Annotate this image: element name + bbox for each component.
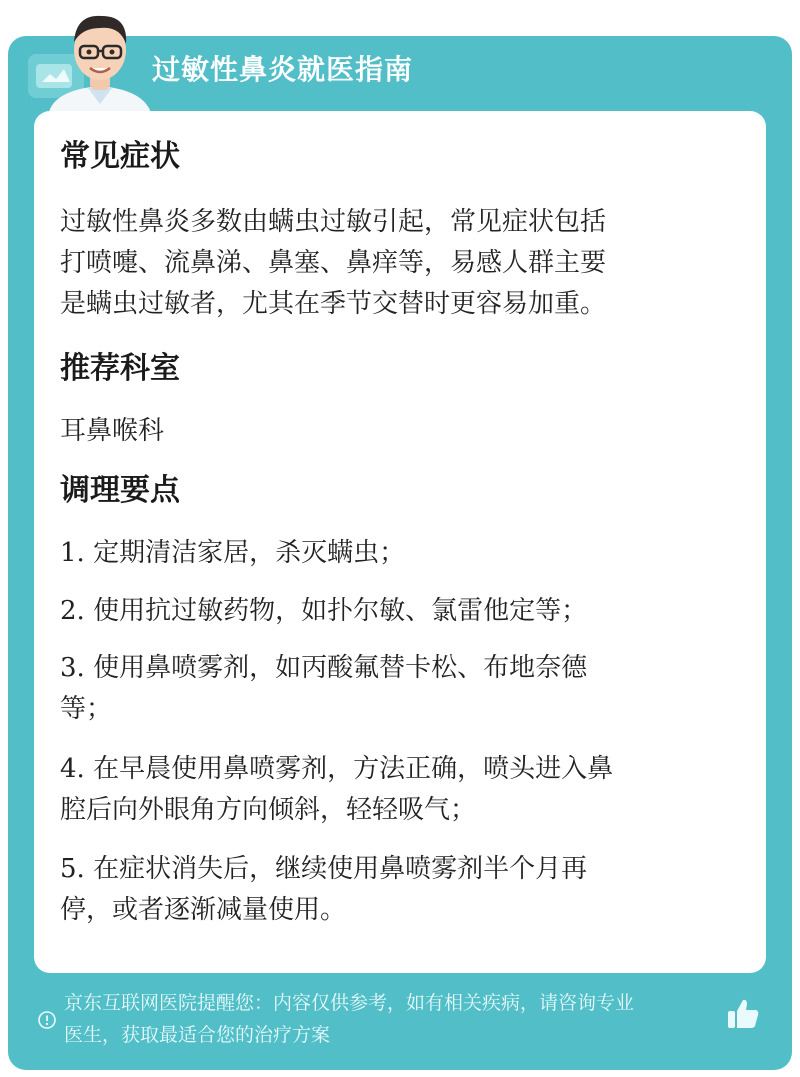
section-heading-department: 推荐科室 — [60, 351, 180, 386]
symptoms-text — [60, 202, 750, 325]
tip-number: 4. — [60, 754, 85, 784]
section-heading-symptoms: 常见症状 — [60, 139, 180, 174]
care-tip — [60, 749, 730, 831]
thumbs-up-icon[interactable] — [725, 996, 761, 1032]
tip-number: 1. — [60, 538, 85, 568]
content-card — [34, 111, 766, 973]
symptoms-line: 是螨虫过敏者，尤其在季节交替时更容易加重。 — [60, 289, 607, 319]
tip-line: 在症状消失后，继续使用鼻喷雾剂半个月再 — [93, 854, 588, 884]
symptoms-line: 打喷嚏、流鼻涕、鼻塞、鼻痒等，易感人群主要 — [60, 248, 607, 278]
page-title: 过敏性鼻炎就医指南 — [152, 53, 414, 86]
care-tip — [60, 849, 730, 931]
tip-line: 使用鼻喷雾剂，如丙酸氟替卡松、布地奈德 — [93, 653, 588, 683]
tip-number: 3. — [60, 653, 85, 683]
care-tip — [60, 533, 730, 574]
department-value: 耳鼻喉科 — [60, 416, 165, 446]
care-tip — [60, 591, 730, 632]
tip-line: 定期清洁家居，杀灭螨虫； — [93, 538, 406, 568]
tip-line: 腔后向外眼角方向倾斜，轻轻吸气； — [60, 795, 477, 825]
info-icon — [37, 1010, 57, 1030]
doctor-avatar — [28, 4, 168, 116]
disclaimer — [64, 987, 730, 1051]
symptoms-line: 过敏性鼻炎多数由螨虫过敏引起，常见症状包括 — [60, 207, 607, 237]
tip-number: 5. — [60, 854, 85, 884]
tip-line: 停，或者逐渐减量使用。 — [60, 895, 347, 925]
tip-line: 等； — [60, 694, 113, 724]
tip-line: 使用抗过敏药物，如扑尔敏、氯雷他定等； — [93, 596, 588, 626]
tip-number: 2. — [60, 596, 85, 626]
section-heading-care: 调理要点 — [60, 473, 180, 508]
disclaimer-line: 医生，获取最适合您的治疗方案 — [64, 1024, 331, 1046]
disclaimer-line: 京东互联网医院提醒您：内容仅供参考，如有相关疾病，请咨询专业 — [64, 992, 635, 1014]
care-tip — [60, 648, 730, 730]
tip-line: 在早晨使用鼻喷雾剂，方法正确，喷头进入鼻 — [93, 754, 614, 784]
